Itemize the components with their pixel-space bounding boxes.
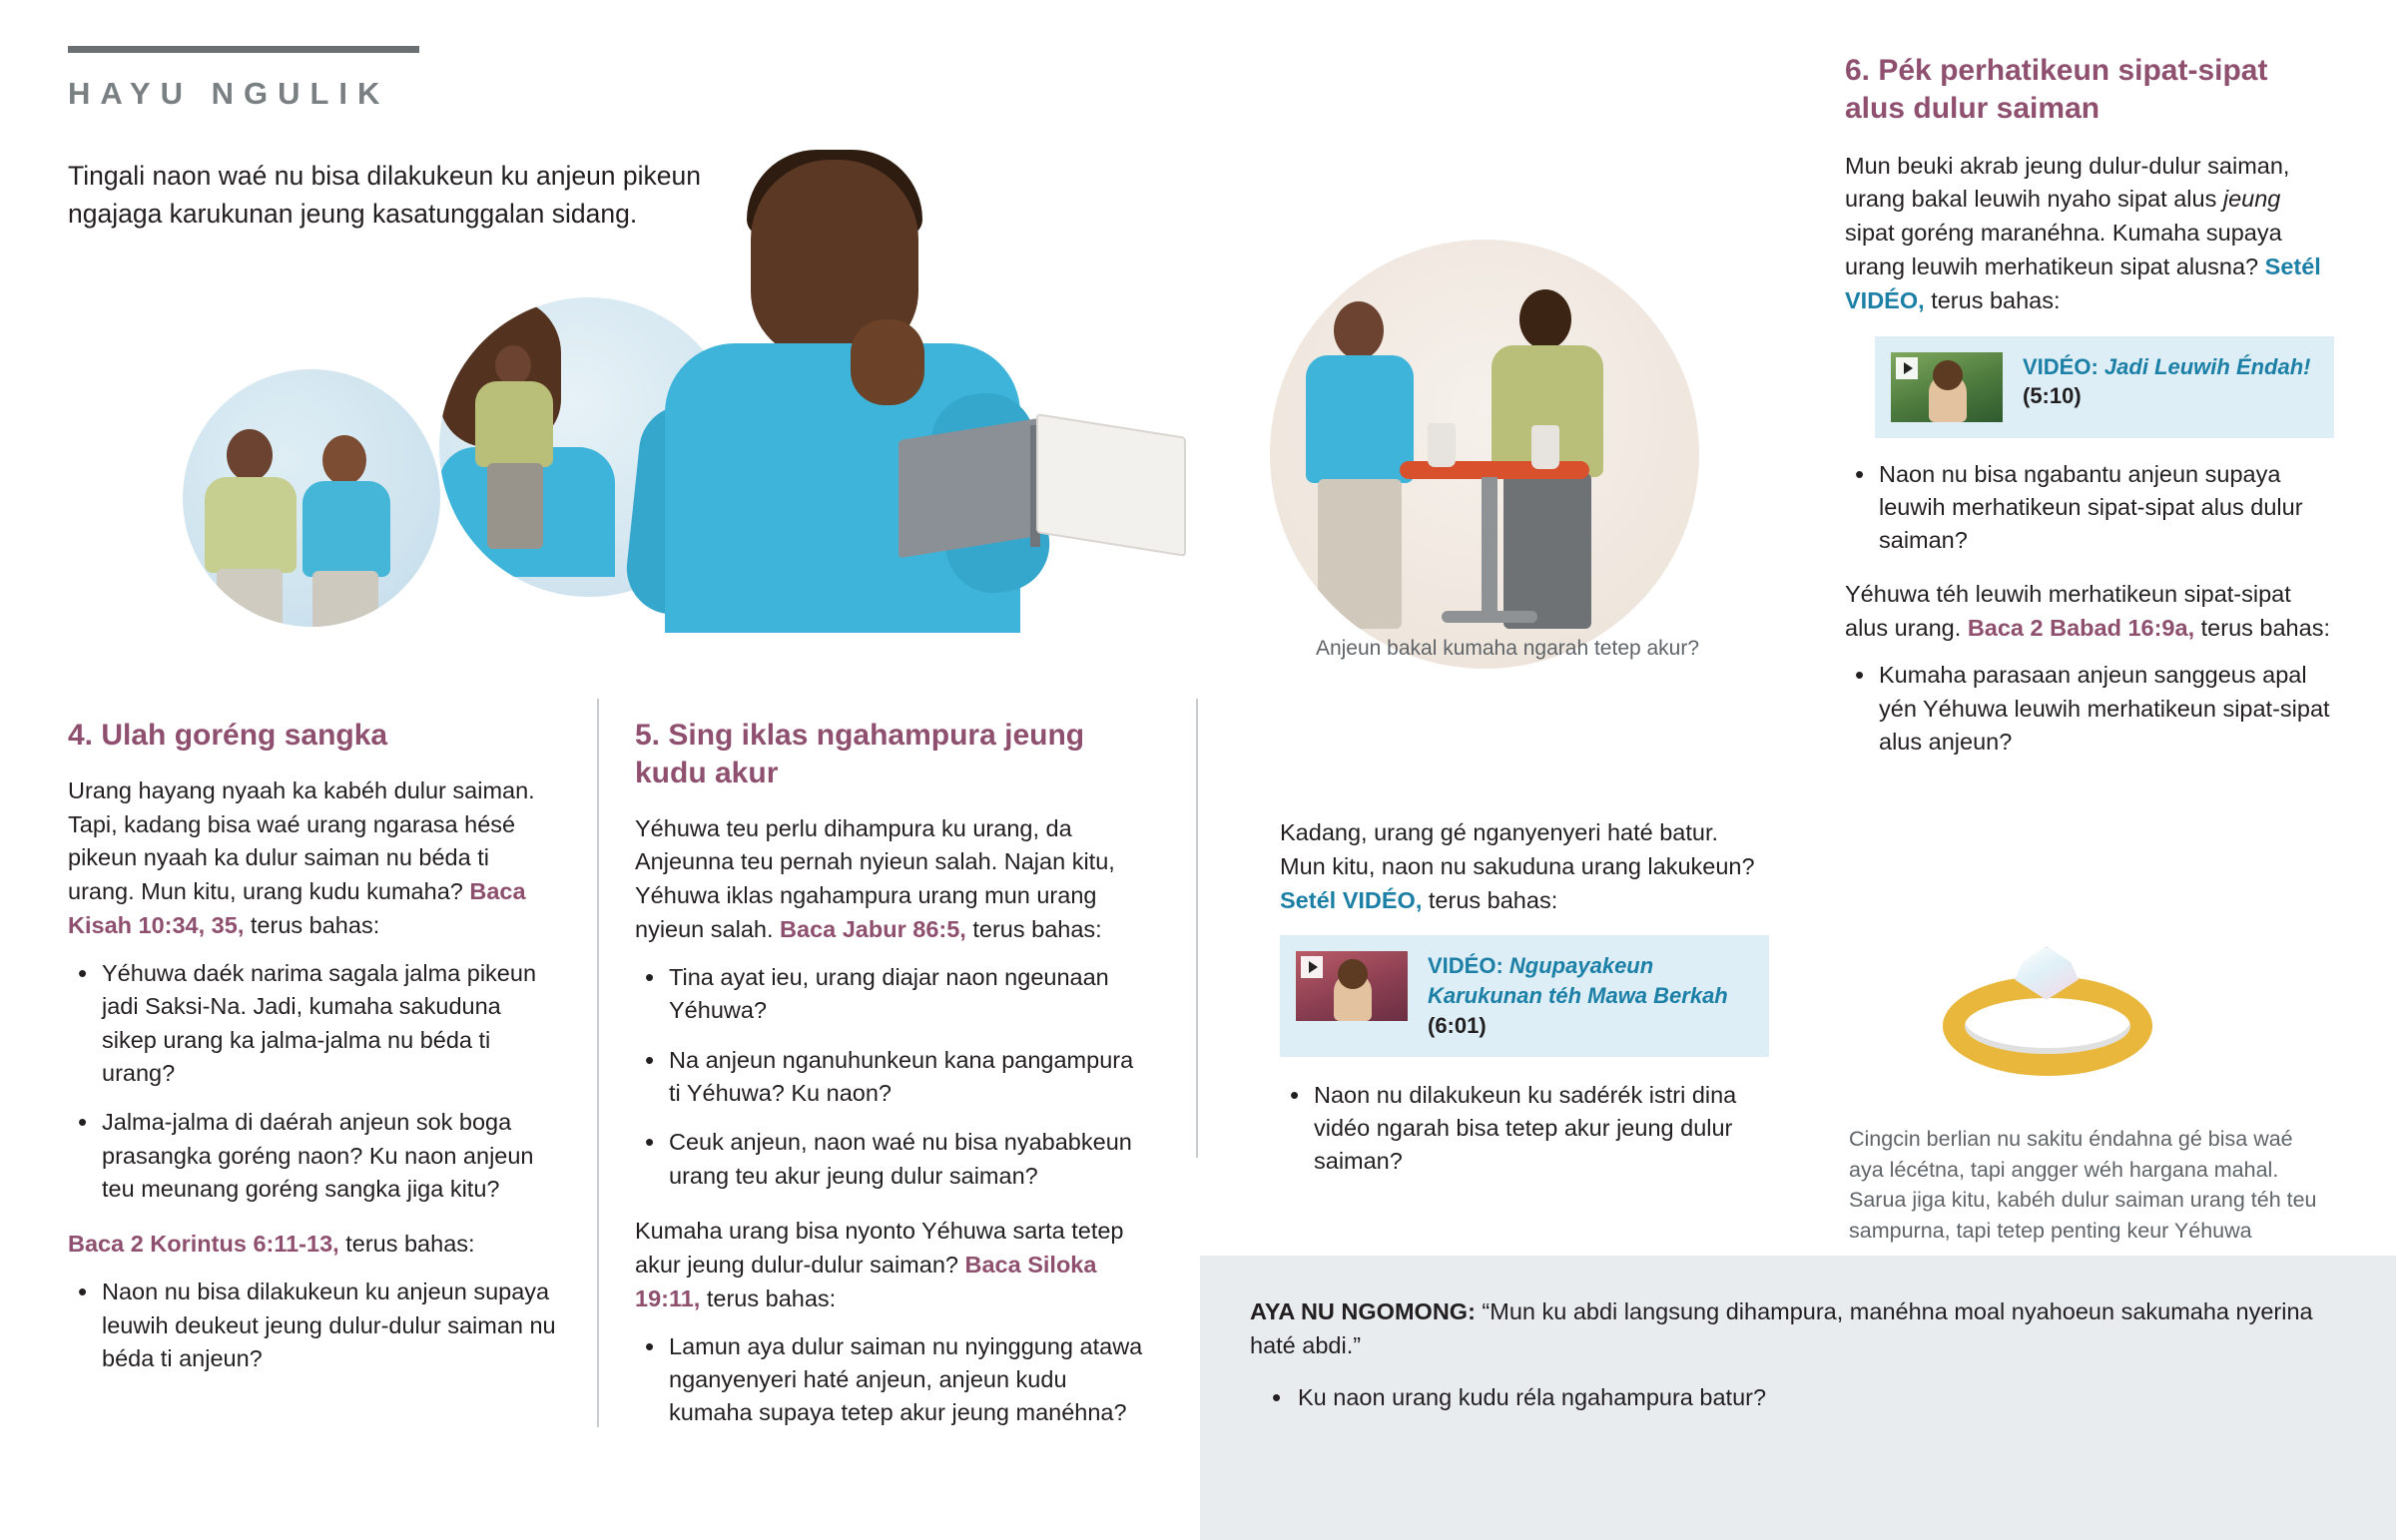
- illustration-two-men-arguing: [183, 369, 440, 627]
- video-meta: [2023, 352, 2311, 411]
- section-6-bullets-2: [1845, 659, 2334, 759]
- video-duration: (6:01): [1428, 1012, 1487, 1038]
- video-meta: [1428, 951, 1749, 1040]
- section-6-title: 6. Pék perhatikeun sipat-sipat alus dulur saiman: [1845, 54, 2268, 125]
- illustration-two-men-at-table: [1270, 240, 1699, 669]
- s6-video-link[interactable]: Setél VIDÉO,: [1845, 254, 2321, 313]
- video-card-karukunan[interactable]: [1280, 935, 1769, 1056]
- header-rule: [68, 46, 419, 53]
- play-icon[interactable]: [1896, 357, 1918, 379]
- video-title: Jadi Leuwih Éndah!: [2103, 353, 2311, 379]
- section-6: [1845, 52, 2334, 775]
- video-thumbnail[interactable]: [1891, 352, 2003, 422]
- section-4-paragraph-2: [68, 1228, 557, 1262]
- list-item: • Naon nu dilakukeun ku sadérék istri dina vidéo ngarah bisa tetep akur jeung dulur saiman?: [1280, 1079, 1769, 1179]
- section-6-paragraph-2: [1845, 578, 2334, 646]
- video-thumbnail[interactable]: [1296, 951, 1408, 1021]
- s5-p1-text: Yéhuwa teu perlu dihampura ku urang, da Anjeunna teu pernah nyieun salah. Najan kitu, Yéhuwa iklas ngahampura urang mun urang nyieun salah.: [635, 814, 1115, 943]
- section-5-bullets-1: [635, 961, 1144, 1193]
- c3-p-text: Kadang, urang gé nganyenyeri haté batur. Mun kitu, naon nu sakuduna urang lakukeun?: [1280, 819, 1755, 879]
- video-card-jadi-leuwih-endah[interactable]: [1875, 336, 2334, 438]
- section-5-bullets-2: [635, 1330, 1144, 1430]
- video-label: VIDÉO:: [1428, 953, 1503, 979]
- list-item: • Naon nu bisa ngabantu anjeun supaya leuwih merhatikeun sipat-sipat alus dulur saiman?: [1845, 458, 2334, 558]
- someone-says-bullets: [1250, 1381, 2346, 1414]
- list-item: • Kumaha parasaan anjeun sanggeus apal yén Yéhuwa leuwih merhatikeun sipat-sipat alus anjeun?: [1845, 659, 2334, 759]
- someone-says-label: AYA NU NGOMONG:: [1250, 1298, 1476, 1324]
- illustration-caption: Anjeun bakal kumaha ngarah tetep akur?: [1315, 637, 1700, 660]
- someone-says-text: “Mun ku abdi langsung dihampura, manéhna moal nyahoeun sakumaha nyerina haté abdi.”: [1250, 1298, 2313, 1358]
- section-5-paragraph-2: [635, 1215, 1144, 1315]
- column-3-video-block: [1280, 816, 1769, 1195]
- section-5: [635, 717, 1144, 1446]
- illustration-man-reading-bible: [599, 130, 1218, 689]
- list-item: • Lamun aya dulur saiman nu nyinggung atawa nganyenyeri haté anjeun, anjeun kudu kumaha supaya tetep akur jeung manéhna?: [635, 1330, 1144, 1430]
- c3-video-link[interactable]: Setél VIDÉO,: [1280, 886, 1423, 913]
- s6-p2-text: Yéhuwa téh leuwih merhatikeun sipat-sipat alus urang.: [1845, 580, 2291, 641]
- s6-p1-emphasis: jeung: [2222, 186, 2281, 213]
- section-5-paragraph-1: [635, 812, 1144, 947]
- list-item: • Tina ayat ieu, urang diajar naon ngeunaan Yéhuwa?: [635, 961, 1144, 1028]
- s5-p2-text: Kumaha urang bisa nyonto Yéhuwa sarta tetep akur jeung dulur-dulur saiman?: [635, 1218, 1124, 1278]
- s4-p1-text: Urang hayang nyaah ka kabéh dulur saiman. Tapi, kadang bisa waé urang ngarasa hésé pikeun nyaah ka dulur saiman nu béda ti urang. Mun kitu, urang kudu kumaha?: [68, 776, 535, 905]
- someone-says-quote: [1250, 1295, 2346, 1363]
- section-kicker: HAYU NGULIK: [68, 76, 390, 111]
- s4-p1-tail: terus bahas:: [244, 912, 380, 939]
- someone-says-panel: [1200, 1256, 2396, 1540]
- list-item: • Na anjeun nganuhunkeun kana pangampura ti Yéhuwa? Ku naon?: [635, 1044, 1144, 1111]
- s6-p1-mid: sipat goréng maranéhna. Kumaha supaya urang leuwih merhatikeun sipat alusna?: [1845, 220, 2282, 280]
- section-4-title: 4. Ulah goréng sangka: [68, 719, 388, 752]
- ring-caption: Cingcin berlian nu sakitu éndahna gé bisa waé aya lécétna, tapi angger wéh hargana mahal. Sarua jiga kitu, kabéh dulur saiman urang téh teu sampurna, tapi tetep penting keur Yéhuwa: [1849, 1127, 2317, 1243]
- list-item: • Ku naon urang kudu réla ngahampura batur?: [1250, 1381, 2346, 1414]
- intro-paragraph: Tingali naon waé nu bisa dilakukeun ku anjeun pikeun ngajaga karukunan jeung kasatunggalan sidang.: [68, 161, 701, 229]
- section-6-paragraph-1: [1845, 150, 2334, 318]
- column-divider-2: [1196, 699, 1198, 1158]
- s4-scripture-1[interactable]: Baca Kisah 10:34, 35,: [68, 878, 526, 939]
- section-5-title: 5. Sing iklas ngahampura jeung kudu akur: [635, 719, 1085, 789]
- s5-scripture-2[interactable]: Baca Siloka 19:11,: [635, 1251, 1097, 1311]
- s4-scripture-2[interactable]: Baca 2 Korintus 6:11-13,: [68, 1231, 339, 1258]
- column-3-bullets: [1280, 1079, 1769, 1179]
- s4-p2-tail: terus bahas:: [338, 1231, 475, 1258]
- column-3-paragraph: [1280, 816, 1769, 917]
- section-4-bullets-2: [68, 1276, 557, 1375]
- play-icon[interactable]: [1301, 956, 1323, 978]
- section-4: [68, 717, 557, 1391]
- s6-p2-tail: terus bahas:: [2194, 614, 2330, 641]
- video-title: Ngupayakeun Karukunan téh Mawa Berkah: [1428, 953, 1728, 1009]
- column-divider-1: [597, 699, 599, 1427]
- s5-scripture-1[interactable]: Baca Jabur 86:5,: [780, 916, 966, 943]
- list-item: • Yéhuwa daék narima sagala jalma pikeun jadi Saksi-Na. Jadi, kumaha sakuduna sikep urang ka jalma-jalma nu béda ti urang?: [68, 957, 557, 1090]
- s6-p1-tail: terus bahas:: [1924, 286, 2061, 313]
- list-item: • Jalma-jalma di daérah anjeun sok boga prasangka goréng naon? Ku naon anjeun teu meunang goréng sangka jiga kitu?: [68, 1106, 557, 1206]
- section-6-bullets-1: [1845, 458, 2334, 558]
- section-4-paragraph-1: [68, 774, 557, 943]
- list-item: • Ceuk anjeun, naon waé nu bisa nyababkeun urang teu akur jeung dulur saiman?: [635, 1126, 1144, 1193]
- c3-p-tail: terus bahas:: [1422, 886, 1558, 913]
- s6-p1-text: Mun beuki akrab jeung dulur-dulur saiman, urang bakal leuwih nyaho sipat alus: [1845, 152, 2290, 213]
- video-label: VIDÉO:: [2023, 353, 2098, 379]
- video-duration: (5:10): [2023, 383, 2082, 409]
- s6-scripture[interactable]: Baca 2 Babad 16:9a,: [1967, 614, 2195, 641]
- s5-p2-tail: terus bahas:: [700, 1284, 837, 1311]
- illustration-diamond-ring: [1877, 936, 2236, 1096]
- list-item: • Naon nu bisa dilakukeun ku anjeun supaya leuwih deukeut jeung dulur-dulur saiman nu béda ti anjeun?: [68, 1276, 557, 1375]
- illustration-collage: [150, 130, 1747, 689]
- section-4-bullets-1: [68, 957, 557, 1207]
- s5-p1-tail: terus bahas:: [965, 916, 1102, 943]
